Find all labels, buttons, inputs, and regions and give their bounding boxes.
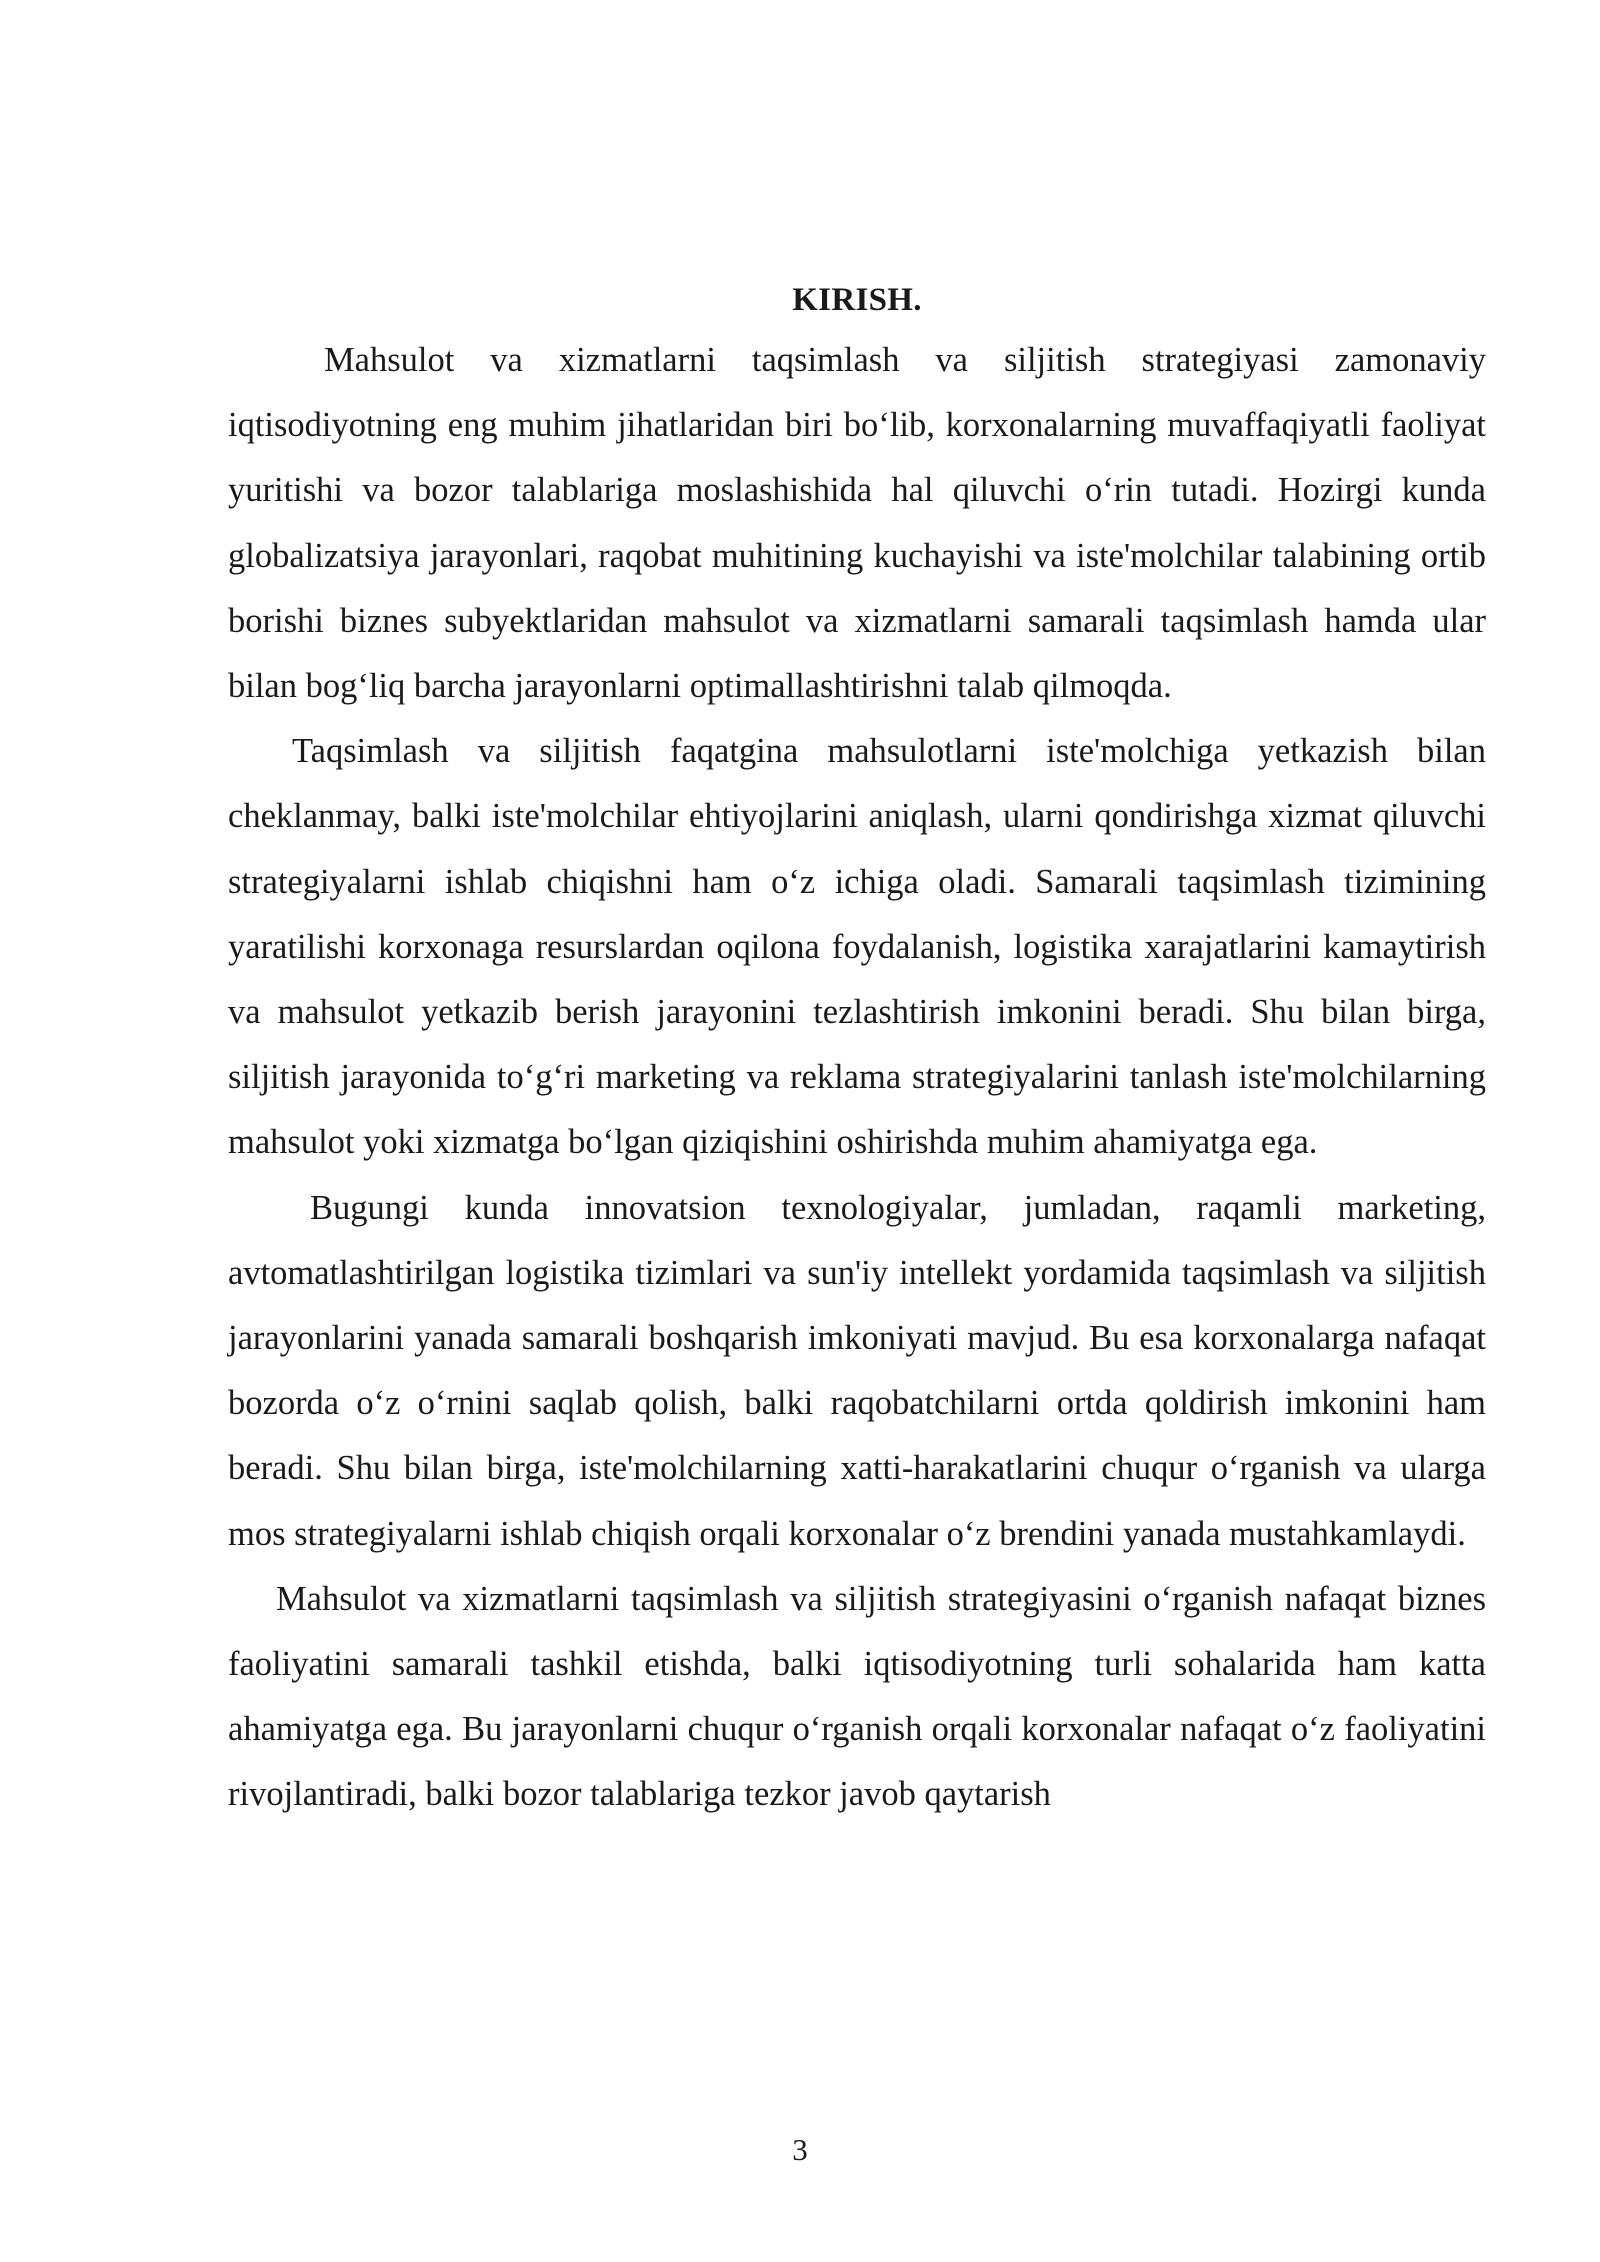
paragraph-2: Taqsimlash va siljitish faqatgina mahsulotlarni iste'molchiga yetkazish bilan cheklanmay, balki iste'molchilar ehtiyojlarini aniqlash, ularni qondirishga xizmat qiluvchi strategiyalarni ishlab chiqishni ham o‘z ichiga oladi. Samarali taqsimlash tizimining yaratilishi korxonaga resurslardan oqilona foydalanish, logistika xarajatlarini kamaytirish va mahsulot yetkazib berish jarayonini tezlashtirish imkonini beradi. Shu bilan birga, siljitish jarayonida to‘g‘ri marketing va reklama strategiyalarini tanlash iste'molchilarning mahsulot yoki xizmatga bo‘lgan qiziqishini oshirishda muhim ahamiyatga ega. — [228, 732, 1486, 1162]
document-page — [228, 280, 1486, 1828]
page-number: 3 — [792, 2132, 808, 2167]
paragraph-4: Mahsulot va xizmatlarni taqsimlash va siljitish strategiyasini o‘rganish nafaqat biznes faoliyatini samarali tashkil etishda, balki iqtisodiyotning turli sohalarida ham katta ahamiyatga ega. Bu jarayonlarni chuqur o‘rganish orqali korxonalar nafaqat o‘z faoliyatini rivojlantiradi, balki bozor talablariga tezkor javob qaytarish — [228, 1579, 1486, 1814]
section-title: KIRISH. — [792, 282, 922, 318]
paragraph-3: Bugungi kunda innovatsion texnologiyalar, jumladan, raqamli marketing, avtomatlashtirilgan logistika tizimlari va sun'iy intellekt yordamida taqsimlash va siljitish jarayonlarini yanada samarali boshqarish imkoniyati mavjud. Bu esa korxonalarga nafaqat bozorda o‘z o‘rnini saqlab qolish, balki raqobatchilarni ortda qoldirish imkonini ham beradi. Shu bilan birga, iste'molchilarning xatti-harakatlarini chuqur o‘rganish va ularga mos strategiyalarni ishlab chiqish orqali korxonalar o‘z brendini yanada mustahkamlaydi. — [228, 1188, 1486, 1553]
paragraph-1: Mahsulot va xizmatlarni taqsimlash va siljitish strategiyasi zamonaviy iqtisodiyotning eng muhim jihatlaridan biri bo‘lib, korxonalarning muvaffaqiyatli faoliyat yuritishi va bozor talablariga moslashishida hal qiluvchi o‘rin tutadi. Hozirgi kunda globalizatsiya jarayonlari, raqobat muhitining kuchayishi va iste'molchilar talabining ortib borishi biznes subyektlaridan mahsulot va xizmatlarni samarali taqsimlash hamda ular bilan bog‘liq barcha jarayonlarni optimallashtirishni talab qilmoqda. — [228, 341, 1486, 706]
